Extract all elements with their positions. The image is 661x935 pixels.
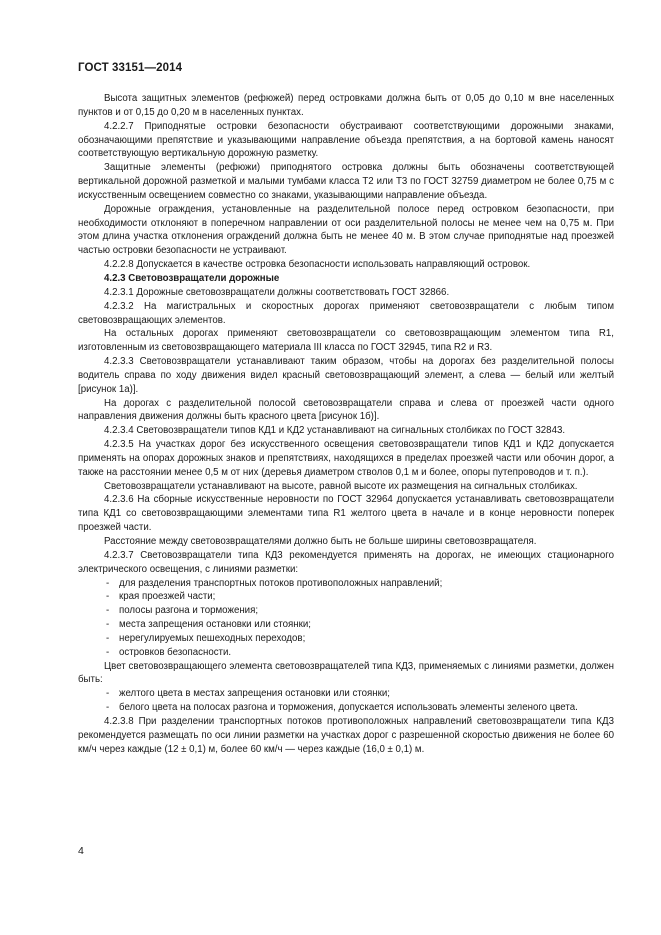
paragraph: 4.2.3.4 Световозвращатели типов КД1 и КД2 устанавливают на сигнальных столбиках по ГОСТ 32843. [104, 425, 566, 437]
paragraph: 4.2.3.1 Дорожные световозвращатели должны соответствовать ГОСТ 32866. [104, 286, 450, 298]
paragraph: 4.2.3.6 На сборные искусственные неровности по ГОСТ 32964 допускается устанавливать световозвращатели типа КД1 со световозвращающими элементами типа R1 желтого цвета в начале и в конце неровности поперек проезжей части. [78, 494, 614, 534]
list-marker: - [106, 577, 110, 589]
paragraph: Защитные элементы (рефюжи) приподнятого островка должны быть обозначены соответствующей вертикальной дорожной разметкой и малыми тумбами класса Т2 или Т3 по ГОСТ 32759 диаметром не более 0,75 м с искусственным освещением совместно со знаками, указывающими направление объезда. [78, 162, 614, 201]
list-marker: - [106, 702, 110, 714]
list-item: - места запрещения остановки или стоянки; [106, 619, 311, 631]
paragraph: На дорогах с разделительной полосой световозвращатели справа и слева от проезжей части одного направления движения должны быть красного цвета [рисунок 1б)]. [78, 397, 614, 423]
list-item: - желтого цвета в местах запрещения остановки или стоянки; [106, 688, 390, 700]
paragraph: 4.2.3.7 Световозвращатели типа КД3 рекомендуется применять на дорогах, не имеющих стационарного электрического освещения, с линиями разметки: [78, 549, 614, 575]
section-heading: 4.2.3 Световозвращатели дорожные [104, 272, 280, 284]
list-item: - белого цвета на полосах разгона и торможения, допускается использовать элементы зеленого цвета. [106, 702, 578, 714]
list-item: - для разделения транспортных потоков противоположных направлений; [106, 577, 443, 589]
document-header: ГОСТ 33151—2014 [78, 62, 183, 74]
list-item: - края проезжей части; [106, 591, 216, 603]
paragraph: 4.2.2.8 Допускается в качестве островка безопасности использовать направляющий островок. [104, 259, 531, 271]
paragraph: 4.2.3.3 Световозвращатели устанавливают таким образом, чтобы на дорогах без разделительной полосы водитель справа по ходу движения видел красный световозвращающий элемент, а слева — белый или желтый [рисунок 1а)]. [78, 356, 614, 395]
paragraph: Высота защитных элементов (рефюжей) перед островками должна быть от 0,05 до 0,10 м вне населенных пунктов и от 0,15 до 0,20 м в населенных пунктах. [78, 93, 614, 118]
paragraph: 4.2.3.2 На магистральных и скоростных дорогах применяют световозвращатели с любым типом световозвращающих элементов. [78, 300, 614, 326]
list-marker: - [106, 632, 110, 644]
list-marker: - [106, 619, 110, 631]
page-number: 4 [78, 845, 84, 857]
list-item: - островков безопасности. [106, 646, 232, 658]
paragraph: 4.2.3.8 При разделении транспортных потоков противоположных направлений световозвращатели типа КД3 рекомендуется размещать по оси линии разметки на участках дорог с разрешенной скоростью движения не более 60 км/ч через каждые (12 ± 0,1) м, более 60 км/ч — через каждые (16,0 ± 0,1) м. [78, 715, 614, 755]
list-marker: - [106, 591, 110, 603]
paragraph: Световозвращатели устанавливают на высоте, равной высоте их размещения на сигнальных столбиках. [104, 480, 578, 492]
paragraph: Цвет световозвращающего элемента световозвращателей типа КД3, применяемых с линиями разметки, должен быть: [78, 660, 614, 686]
list-item: - нерегулируемых пешеходных переходов; [106, 632, 306, 644]
paragraph: Дорожные ограждения, установленные на разделительной полосе перед островком безопасности, при необходимости отклоняют в поперечном направлении от оси разделительной полосы не менее чем на 0,75 м. При этом длина участка отклонения ограждений должна быть не менее 40 м. В этом случае приподнятые над проезжей частью островки безопасности не устраивают. [78, 203, 614, 257]
list-item: - полосы разгона и торможения; [106, 605, 259, 617]
paragraph: 4.2.3.5 На участках дорог без искусственного освещения световозвращатели типов КД1 и КД2 допускается применять на опорах дорожных знаков и препятствиях, находящихся в пределах проезжей части или обочин дорог, а также на расстоянии менее 0,5 м от них (деревья диаметром стволов 0,1 м и более, опоры путепроводов и т. п.). [78, 439, 614, 478]
paragraph: На остальных дорогах применяют световозвращатели со световозвращающим элементом типа R1, изготовленным из световозвращающего материала III класса по ГОСТ 32945, типа R2 и R3. [78, 328, 614, 354]
list-marker: - [106, 688, 110, 700]
list-marker: - [106, 605, 110, 617]
paragraph: 4.2.2.7 Приподнятые островки безопасности обустраивают соответствующими дорожными знаками, обозначающими препятствие и указывающими направление объезда препятствия, а на бортовой камень наносят соответствующую вертикальную дорожную разметку. [78, 120, 614, 160]
page-body [78, 92, 614, 757]
list-marker: - [106, 646, 110, 658]
paragraph: Расстояние между световозвращателями должно быть не больше ширины световозвращателя. [104, 536, 537, 547]
